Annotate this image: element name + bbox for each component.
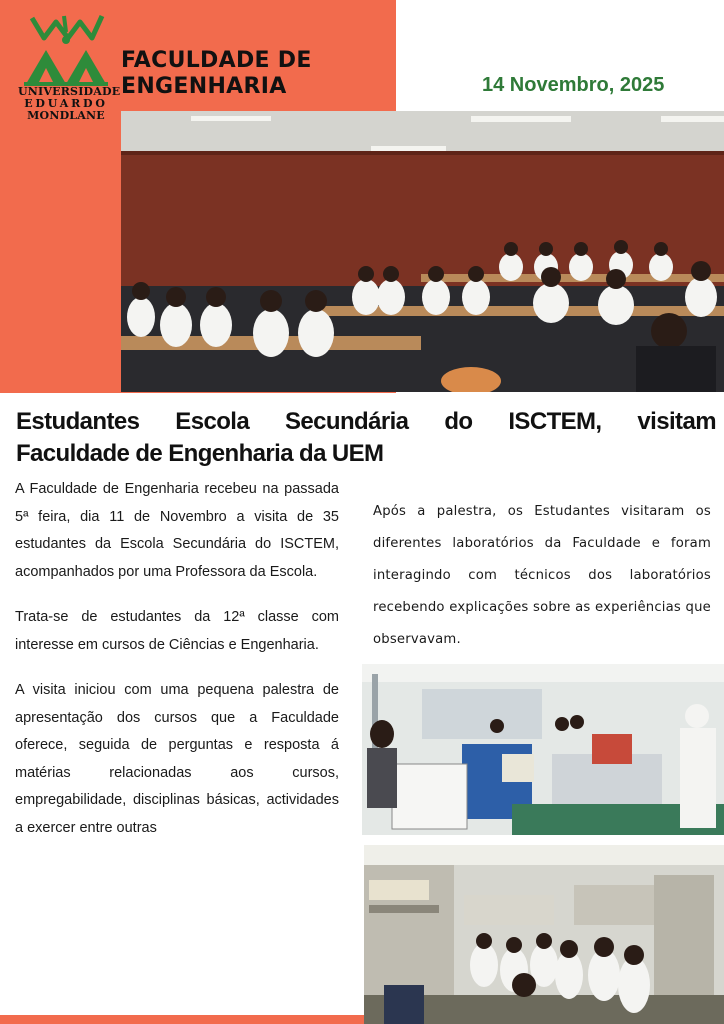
headline-word: do: [444, 408, 473, 435]
footer-accent-bar: [0, 1015, 364, 1024]
university-logo: [18, 12, 121, 122]
publication-date: 14 Novembro, 2025: [482, 74, 665, 96]
university-name-line: UNIVERSIDADE: [18, 85, 121, 98]
headline-word: ISCTEM,: [508, 408, 602, 435]
article-paragraph: Trata-se de estudantes da 12ª classe com interesse em cursos de Ciências e Engenharia.: [15, 609, 339, 653]
laboratory-photo-1-illustration: [362, 664, 724, 835]
laboratory-photo-1: [362, 664, 724, 835]
article-headline: [16, 406, 716, 470]
classroom-photo: [121, 111, 724, 392]
headline-word: Secundária: [285, 408, 409, 435]
headline-line-1: [16, 406, 716, 438]
headline-word: Escola: [175, 408, 250, 435]
headline-word: visitam: [637, 408, 716, 435]
classroom-photo-illustration: [121, 111, 724, 392]
article-left-column: [15, 476, 339, 860]
university-name-line: EDUARDO: [24, 97, 108, 110]
university-name-line: MONDLANE: [27, 109, 105, 122]
laboratory-photo-2-illustration: [364, 845, 724, 1024]
faculty-title-line: FACULDADE DE: [121, 48, 312, 73]
article-paragraph: A Faculdade de Engenharia recebeu na passada 5ª feira, dia 11 de Novembro a visita de 35 estudantes da Escola Secundária do ISCTEM, acompanhados por uma Professora da Escola.: [15, 481, 339, 580]
university-name: [18, 85, 121, 122]
faculty-title: [121, 48, 312, 100]
faculty-title-line: ENGENHARIA: [121, 74, 287, 99]
article-paragraph: A visita iniciou com uma pequena palestra de apresentação dos cursos que a Faculdade oferece, seguida de perguntas e resposta á matérias relacionadas aos cursos, empregabilidade, disciplinas básicas, actividades a exercer entre outras: [15, 682, 339, 836]
laboratory-photo-2: [364, 845, 724, 1024]
uem-logo-icon: [24, 12, 108, 86]
headline-line-2: Faculdade de Engenharia da UEM: [16, 440, 384, 467]
article-right-column: Após a palestra, os Estudantes visitaram os diferentes laboratórios da Faculdade e foram interagindo com técnicos dos laboratórios recebendo explicações sobre as experiências que observavam.: [373, 504, 711, 647]
headline-word: Estudantes: [16, 408, 140, 435]
